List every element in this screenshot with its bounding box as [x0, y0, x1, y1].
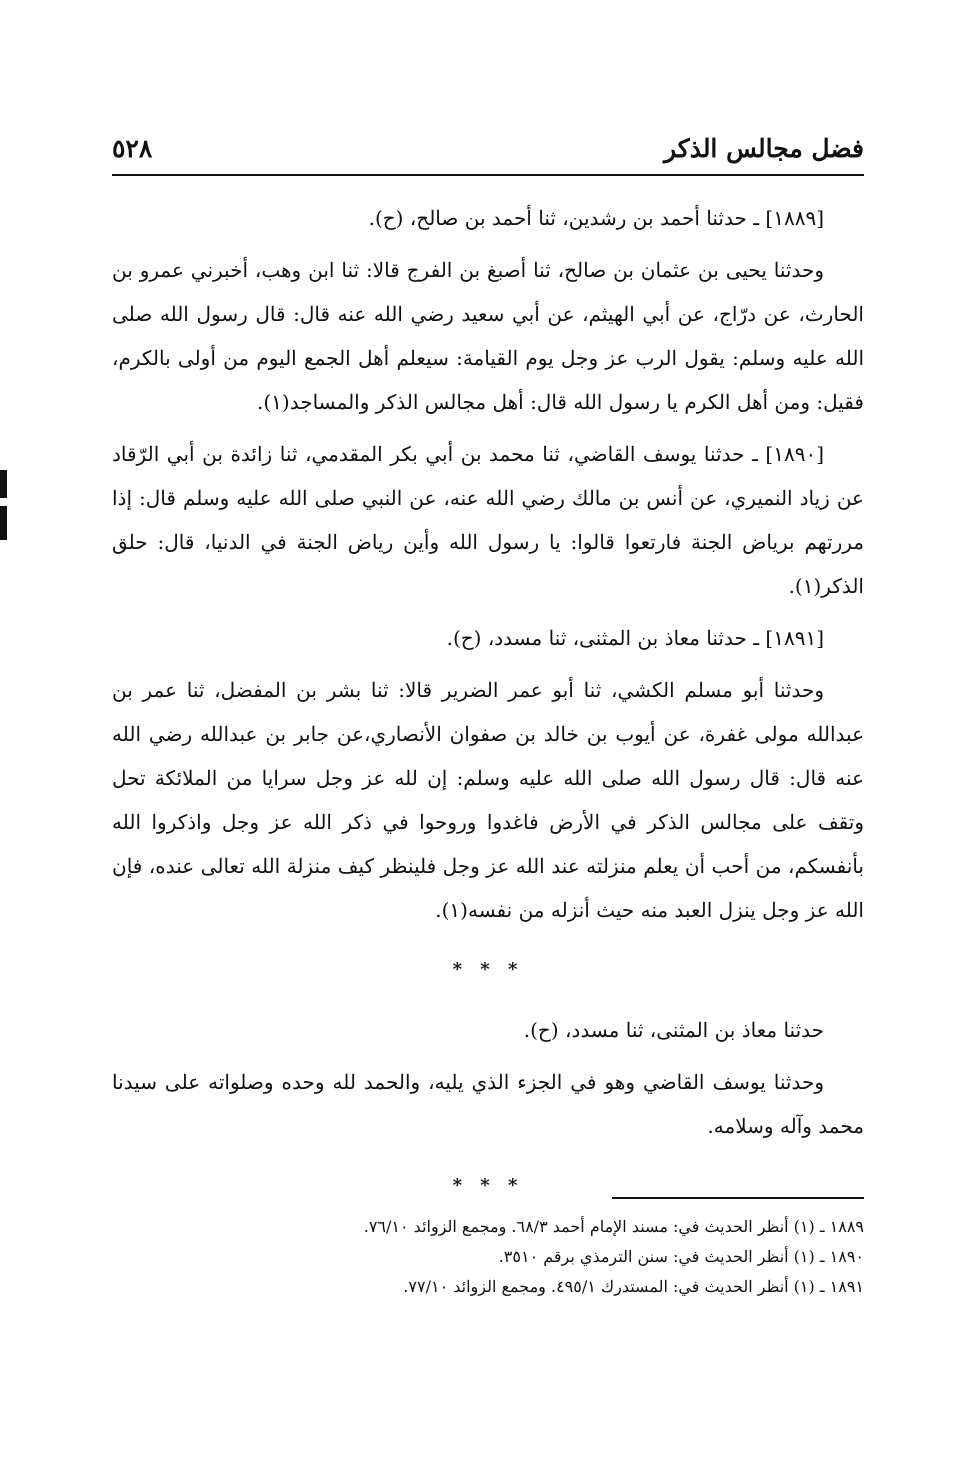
end-separator: * * *: [452, 1175, 524, 1196]
footnote-1889: ١٨٨٩ ـ (١) أنظر الحديث في: مسند الإمام أحمد ٦٨/٣. ومجمع الزوائد ٧٦/١٠.: [363, 1217, 864, 1236]
hadith-1890-text: [١٨٩٠] ـ حدثنا يوسف القاضي، ثنا محمد بن أبي بكر المقدمي، ثنا زائدة بن أبي الرّقاد عن زياد النميري، عن أنس بن مالك رضي الله عنه، عن النبي صلى الله عليه وسلم قال: إذا مررتهم برياض الجنة فارتعوا قالوا: يا رسول الله وأين رياض الجنة في الدنيا، قال: حلق الذكر(١).: [112, 442, 864, 598]
footnote-rule: [612, 1197, 864, 1199]
page-number: ٥٢٨: [112, 134, 153, 163]
main-text: [112, 196, 864, 1224]
header-rule: [112, 174, 864, 176]
hadith-1889-text: وحدثنا يحيى بن عثمان بن صالح، ثنا أصبغ بن الفرج قالا: ثنا ابن وهب، أخبرني عمرو بن الحارث، عن درّاج، عن أبي الهيثم، عن أبي سعيد رضي الله عنه قال: قال رسول الله صلى الله عليه وسلم: يقول الرب عز وجل يوم القيامة: سيعلم أهل الجمع اليوم من أولى بالكرم، فقيل: ومن أهل الكرم يا رسول الله قال: أهل مجالس الذكر والمساجد(١).: [112, 258, 864, 414]
scan-edge-mark: [0, 470, 7, 498]
section-separator: * * *: [452, 959, 524, 980]
hadith-1891-text: وحدثنا أبو مسلم الكشي، ثنا أبو عمر الضرير قالا: ثنا بشر بن المفضل، ثنا عمر بن عبدالله مولى غفرة، عن أيوب بن خالد بن صفوان الأنصاري،عن جابر بن عبدالله رضي الله عنه قال: قال رسول الله صلى الله عليه وسلم: إن لله عز وجل سرايا من الملائكة تحل وتقف على مجالس الذكر في الأرض فاغدوا وروحوا في ذكر الله عز وجل واذكروا الله بأنفسكم، من أحب أن يعلم منزلته عند الله عز وجل فلينظر كيف منزلة الله تعالى عنده، فإن الله عز وجل ينزل العبد منه حيث أنزله من نفسه(١).: [112, 678, 864, 922]
page-header: [112, 128, 864, 172]
footnotes: [112, 1212, 864, 1302]
closing-isnad: حدثنا معاذ بن المثنى، ثنا مسدد، (ح).: [523, 1018, 824, 1042]
running-title: فضل مجالس الذكر: [664, 134, 864, 163]
hadith-1889-isnad: [١٨٨٩] ـ حدثنا أحمد بن رشدين، ثنا أحمد بن صالح، (ح).: [368, 206, 824, 230]
hadith-1891-isnad: [١٨٩١] ـ حدثنا معاذ بن المثنى، ثنا مسدد، (ح).: [446, 626, 824, 650]
footnote-1890: ١٨٩٠ ـ (١) أنظر الحديث في: سنن الترمذي برقم ٣٥١٠.: [498, 1247, 864, 1266]
closing-colophon: وحدثنا يوسف القاضي وهو في الجزء الذي يليه، والحمد لله وحده وصلواته على سيدنا محمد وآله وسلامه.: [112, 1070, 864, 1138]
scan-edge-mark: [0, 506, 7, 540]
footnote-1891: ١٨٩١ ـ (١) أنظر الحديث في: المستدرك ٤٩٥/١. ومجمع الزوائد ٧٧/١٠.: [403, 1277, 864, 1296]
